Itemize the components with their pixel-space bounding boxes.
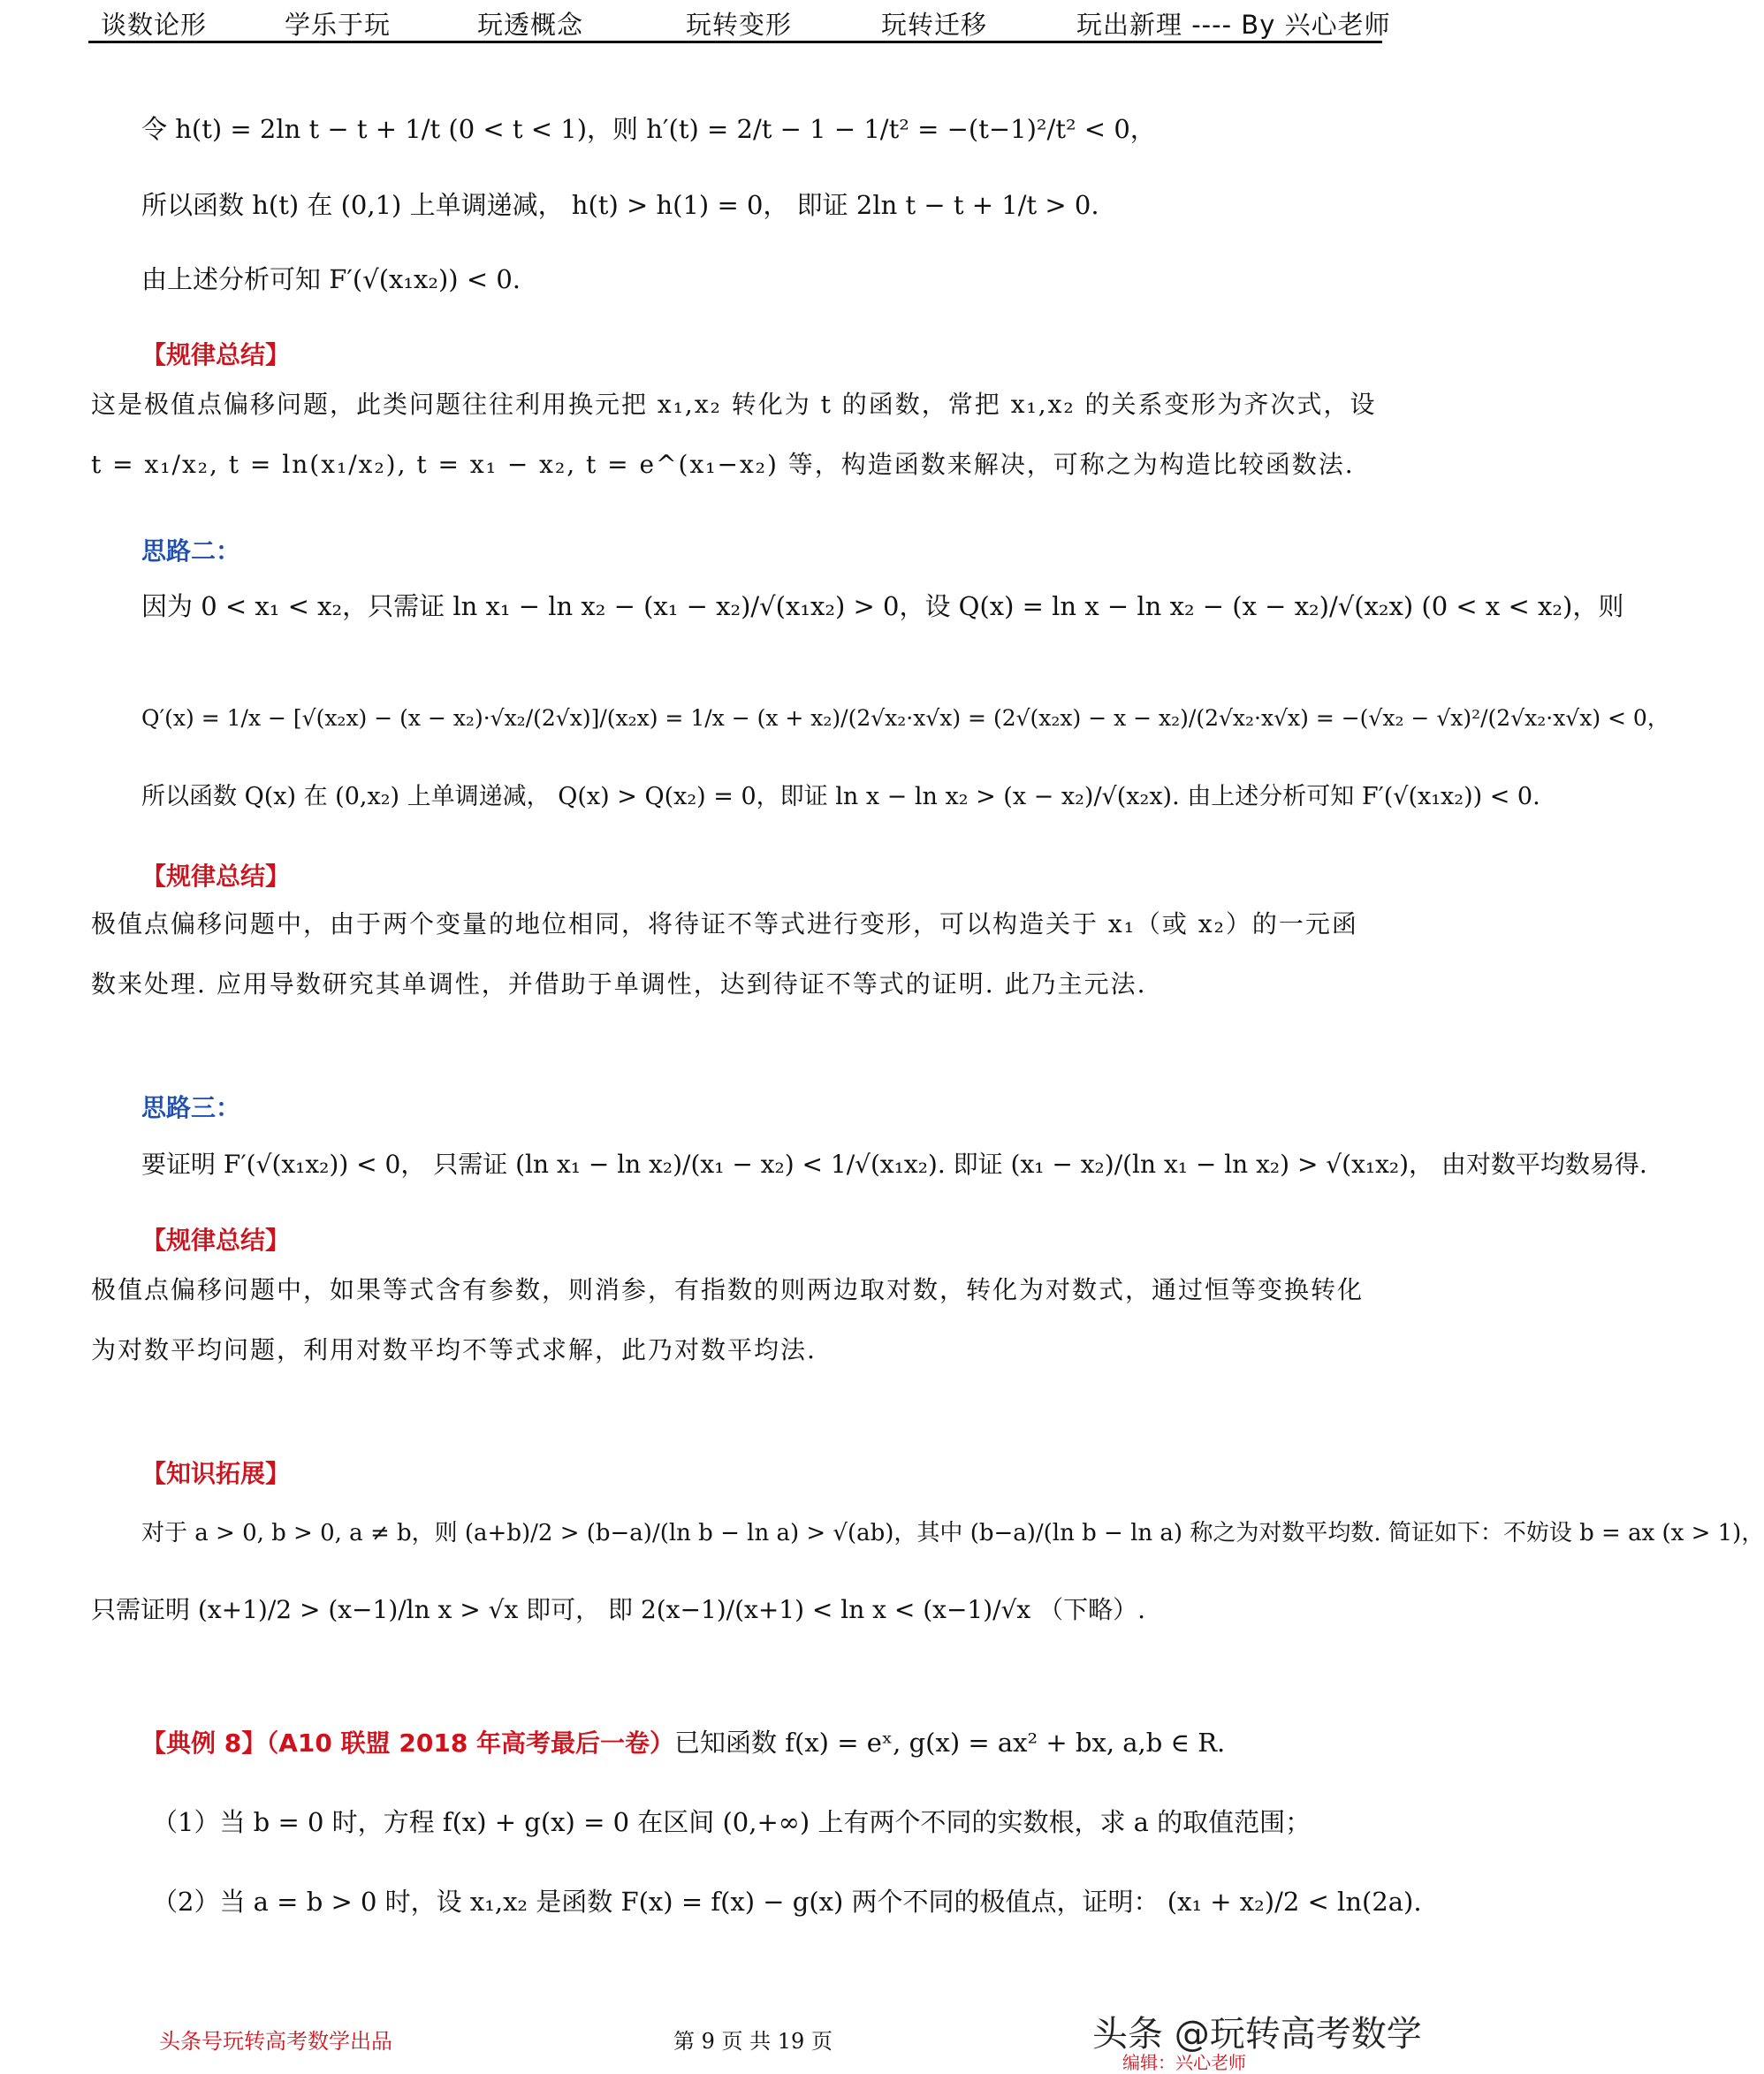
header-item-2: 学乐于玩: [285, 10, 392, 40]
idea-3-line-1: 要证明 F′(√(x₁x₂)) < 0， 只需证 (ln x₁ − ln x₂)/(x₁ − x₂) < 1/√(x₁x₂). 即证 (x₁ − x₂)/(ln x₁ − ln x₂) > √(x₁x₂)， 由对数平均数易得.: [141, 1150, 1647, 1179]
example-8-tag: 【典例 8】: [141, 1728, 267, 1758]
summary-2-title: 【规律总结】: [141, 862, 291, 891]
page-header: [88, 0, 1391, 43]
summary-1-title: 【规律总结】: [141, 340, 291, 369]
summary-2-text: 极值点偏移问题中，由于两个变量的地位相同，将待证不等式进行变形，可以构造关于 x₁（或 x₂）的一元函数来处理. 应用导数研究其单调性，并借助于单调性，达到待证不等式的证明. 此乃主元法.: [91, 909, 1358, 999]
watermark-logo: 头条 @玩转高考数学: [1092, 2014, 1422, 2055]
example-8-q1: （1）当 b = 0 时，方程 f(x) + g(x) = 0 在区间 (0,+∞) 上有两个不同的实数根，求 a 的取值范围；: [152, 1807, 1312, 1837]
s1-line-2: 所以函数 h(t) 在 (0,1) 上单调递减， h(t) > h(1) = 0， 即证 2ln t − t + 1/t > 0.: [141, 190, 1099, 220]
footer-editor: 编辑：兴心老师: [1122, 2052, 1246, 2073]
example-8-source: （A10 联盟 2018 年高考最后一卷）: [266, 1728, 675, 1758]
s1-line-3: 由上述分析可知 F′(√(x₁x₂)) < 0.: [141, 264, 521, 294]
idea-2-title: 思路二：: [141, 536, 241, 566]
example-8-header: [141, 1730, 1225, 1756]
summary-1-text: 这是极值点偏移问题，此类问题往往利用换元把 x₁,x₂ 转化为 t 的函数，常把 x₁,x₂ 的关系变形为齐次式，设 t = x₁/x₂, t = ln(x₁/x₂), t = x₁ − x₂, t = e^(x₁−x₂) 等，构造函数来解决，可称之为构造比较函数法.: [91, 390, 1377, 479]
s1-line-1: 令 h(t) = 2ln t − t + 1/t (0 < t < 1)，则 h′(t) = 2/t − 1 − 1/t² = −(t−1)²/t² < 0，: [141, 114, 1156, 144]
idea-2-line-1: 因为 0 < x₁ < x₂，只需证 ln x₁ − ln x₂ − (x₁ − x₂)/√(x₁x₂) > 0，设 Q(x) = ln x − ln x₂ − (x − x₂)/√(x₂x) (0 < x < x₂)，则: [141, 591, 1624, 621]
knowledge-line-1: 对于 a > 0, b > 0, a ≠ b，则 (a+b)/2 > (b−a)/(ln b − ln a) > √(ab)，其中 (b−a)/(ln b − ln a) 称之为对数平均数. 简证如下：不妨设 b = ax (x > 1)，: [141, 1520, 1764, 1546]
summary-3-text: 极值点偏移问题中，如果等式含有参数，则消参，有指数的则两边取对数，转化为对数式，通过恒等变换转化为对数平均问题，利用对数平均不等式求解，此乃对数平均法.: [91, 1275, 1365, 1364]
knowledge-title: 【知识拓展】: [141, 1459, 291, 1488]
header-item-6: 玩出新理 ---- By 兴心老师: [1076, 10, 1391, 40]
header-item-3: 玩透概念: [477, 10, 584, 40]
header-item-1: 谈数论形: [101, 10, 208, 40]
knowledge-line-2: 只需证明 (x+1)/2 > (x−1)/ln x > √x 即可， 即 2(x−1)/(x+1) < ln x < (x−1)/√x （下略）.: [91, 1595, 1146, 1624]
example-8-stem: 已知函数 f(x) = eˣ, g(x) = ax² + bx, a,b ∈ R.: [674, 1728, 1226, 1758]
summary-3-title: 【规律总结】: [141, 1226, 291, 1255]
footer-left: 头条号玩转高考数学出品: [159, 2029, 392, 2054]
header-item-4: 玩转变形: [686, 10, 793, 40]
idea-2-line-2: Q′(x) = 1/x − [√(x₂x) − (x − x₂)·√x₂/(2√x)]/(x₂x) = 1/x − (x + x₂)/(2√x₂·x√x) = (2√(x₂x) − x − x₂)/(2√x₂·x√x) = −(√x₂ − √x)²/(2√x₂·x√x) < 0，: [141, 705, 1669, 731]
idea-2-line-3: 所以函数 Q(x) 在 (0,x₂) 上单调递减， Q(x) > Q(x₂) = 0，即证 ln x − ln x₂ > (x − x₂)/√(x₂x). 由上述分析可知 F′(√(x₁x₂)) < 0.: [141, 783, 1540, 810]
header-item-5: 玩转迁移: [881, 10, 988, 40]
idea-3-title: 思路三：: [141, 1093, 241, 1122]
example-8-q2: （2）当 a = b > 0 时，设 x₁,x₂ 是函数 F(x) = f(x) − g(x) 两个不同的极值点，证明： (x₁ + x₂)/2 < ln(2a).: [152, 1887, 1422, 1917]
footer-page-number: 第 9 页 共 19 页: [673, 2029, 833, 2054]
